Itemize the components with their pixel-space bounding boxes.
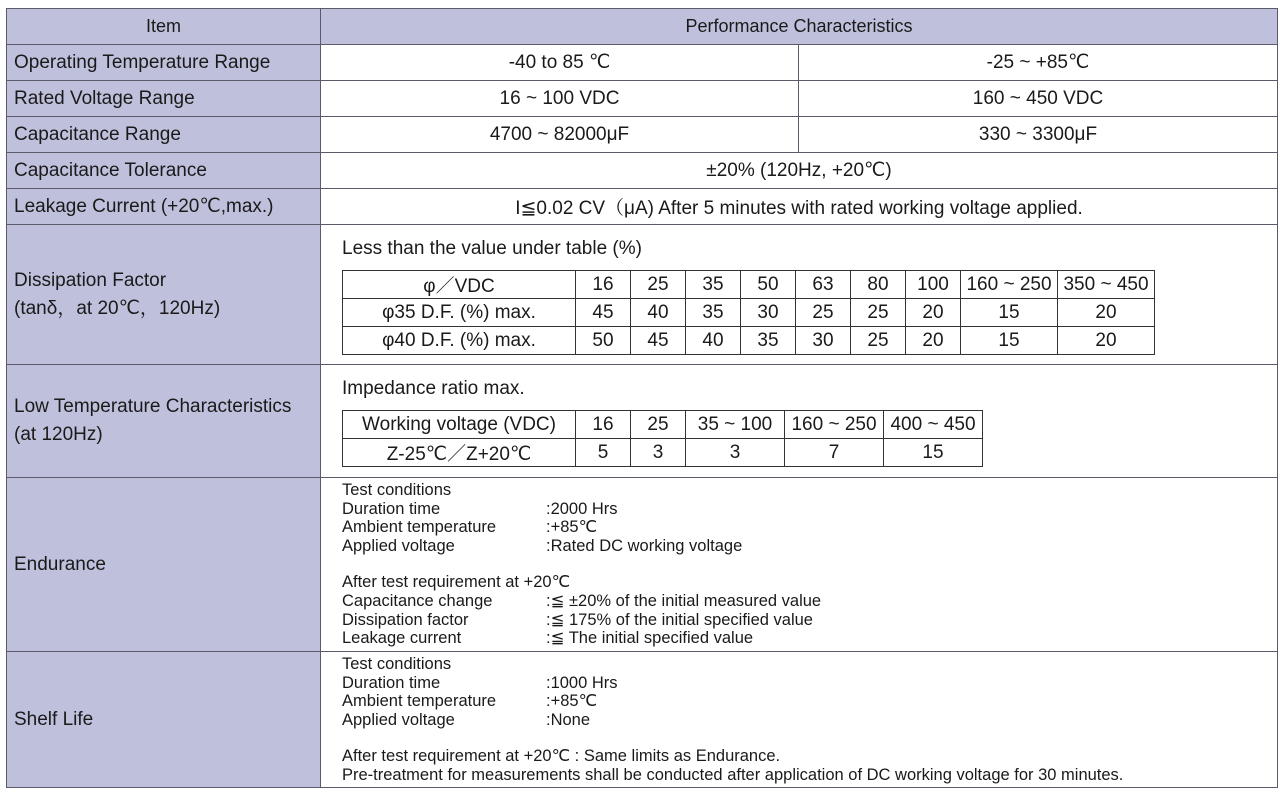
df-r1-c1: 50 — [576, 327, 631, 355]
imp-head-4: 160 ~ 250 — [785, 411, 884, 439]
header-performance: Performance Characteristics — [321, 9, 1278, 45]
df-r0-c4: 30 — [741, 299, 796, 327]
imp-r0-c3: 3 — [686, 439, 785, 467]
label-capacitance-tolerance: Capacitance Tolerance — [7, 153, 321, 189]
endurance-leakage-value: :≦ The initial specified value — [546, 629, 754, 648]
df-r0-c1: 45 — [576, 299, 631, 327]
endurance-ambient-key: Ambient temperature — [342, 518, 497, 537]
shelf-life-content — [321, 652, 1278, 788]
endurance-df-key: Dissipation factor — [342, 610, 469, 629]
label-shelf-life: Shelf Life — [7, 652, 321, 788]
row-endurance — [7, 478, 1278, 652]
shelf-duration-value: :1000 Hrs — [546, 673, 618, 692]
endurance-test-conditions: Test conditions — [342, 481, 452, 499]
df-r1-c5: 30 — [796, 327, 851, 355]
imp-r0-c5: 15 — [884, 439, 983, 467]
impedance-table — [342, 410, 983, 467]
value-rated-voltage-1: 16 ~ 100 VDC — [321, 81, 799, 117]
header-row — [7, 9, 1278, 45]
imp-head-2: 25 — [631, 411, 686, 439]
df-head-7: 100 — [906, 271, 961, 299]
imp-r0-c4: 7 — [785, 439, 884, 467]
impedance-row — [343, 439, 983, 467]
df-head-8: 160 ~ 250 — [961, 271, 1058, 299]
label-endurance: Endurance — [7, 478, 321, 652]
endurance-capacitance-value: :≦ ±20% of the initial measured value — [546, 591, 822, 610]
row-shelf-life — [7, 652, 1278, 788]
df-r0-c0: φ35 D.F. (%) max. — [343, 299, 576, 327]
df-head-4: 50 — [741, 271, 796, 299]
label-low-temperature-line2: (at 120Hz) — [14, 424, 103, 445]
df-head-5: 63 — [796, 271, 851, 299]
label-low-temperature-line1: Low Temperature Characteristics — [14, 396, 292, 417]
imp-r0-c0: Z-25℃／Z+20℃ — [343, 439, 576, 467]
df-r1-c9: 20 — [1058, 327, 1155, 355]
shelf-voltage-key: Applied voltage — [342, 710, 455, 729]
shelf-ambient-value: :+85℃ — [546, 692, 598, 711]
label-dissipation-line2: (tanδ，at 20℃，120Hz) — [14, 297, 221, 319]
label-rated-voltage: Rated Voltage Range — [7, 81, 321, 117]
df-r0-c5: 25 — [796, 299, 851, 327]
imp-head-3: 35 ~ 100 — [686, 411, 785, 439]
shelf-duration-key: Duration time — [342, 673, 441, 692]
value-capacitance-range-2: 330 ~ 3300μF — [799, 117, 1278, 153]
endurance-voltage-value: :Rated DC working voltage — [546, 536, 743, 555]
value-leakage-current: I≦0.02 CV（μA) After 5 minutes with rated working voltage applied. — [321, 189, 1278, 225]
value-operating-temperature-1: -40 to 85 ℃ — [321, 45, 799, 81]
df-r0-c8: 15 — [961, 299, 1058, 327]
dissipation-row-phi35 — [343, 299, 1155, 327]
value-operating-temperature-2: -25 ~ +85℃ — [799, 45, 1278, 81]
shelf-test-conditions: Test conditions — [342, 655, 452, 673]
value-capacitance-range-1: 4700 ~ 82000μF — [321, 117, 799, 153]
imp-head-5: 400 ~ 450 — [884, 411, 983, 439]
df-r1-c8: 15 — [961, 327, 1058, 355]
endurance-duration-key: Duration time — [342, 499, 441, 518]
spec-table — [6, 8, 1278, 788]
shelf-after-test: After test requirement at +20℃ : Same limits as Endurance. — [342, 747, 781, 766]
df-r0-c9: 20 — [1058, 299, 1155, 327]
df-head-6: 80 — [851, 271, 906, 299]
shelf-ambient-key: Ambient temperature — [342, 692, 497, 711]
endurance-ambient-value: :+85℃ — [546, 518, 598, 537]
label-leakage-current: Leakage Current (+20℃,max.) — [7, 189, 321, 225]
dissipation-header-row — [343, 271, 1155, 299]
label-operating-temperature: Operating Temperature Range — [7, 45, 321, 81]
df-r0-c7: 20 — [906, 299, 961, 327]
shelf-pretreatment: Pre-treatment for measurements shall be conducted after application of DC working voltage for 30 minutes. — [342, 765, 1124, 784]
df-r1-c6: 25 — [851, 327, 906, 355]
endurance-voltage-key: Applied voltage — [342, 536, 455, 555]
df-r1-c4: 35 — [741, 327, 796, 355]
dissipation-intro: Less than the value under table (%) — [342, 238, 642, 259]
df-r1-c0: φ40 D.F. (%) max. — [343, 327, 576, 355]
df-r0-c6: 25 — [851, 299, 906, 327]
df-r1-c3: 40 — [686, 327, 741, 355]
df-r0-c2: 40 — [631, 299, 686, 327]
dissipation-row-phi40 — [343, 327, 1155, 355]
value-rated-voltage-2: 160 ~ 450 VDC — [799, 81, 1278, 117]
row-capacitance-tolerance — [7, 153, 1278, 189]
shelf-voltage-value: :None — [546, 710, 591, 729]
label-dissipation-factor — [7, 225, 321, 365]
df-r1-c2: 45 — [631, 327, 686, 355]
label-capacitance-range: Capacitance Range — [7, 117, 321, 153]
label-low-temperature — [7, 365, 321, 478]
row-dissipation-factor — [7, 225, 1278, 365]
df-head-2: 25 — [631, 271, 686, 299]
imp-r0-c2: 3 — [631, 439, 686, 467]
endurance-df-value: :≦ 175% of the initial specified value — [546, 610, 813, 629]
dissipation-table — [342, 270, 1155, 355]
impedance-header-row — [343, 411, 983, 439]
df-head-9: 350 ~ 450 — [1058, 271, 1155, 299]
endurance-leakage-key: Leakage current — [342, 629, 462, 648]
low-temperature-intro: Impedance ratio max. — [342, 378, 525, 399]
header-item: Item — [7, 9, 321, 45]
row-operating-temperature — [7, 45, 1278, 81]
df-r0-c3: 35 — [686, 299, 741, 327]
imp-head-1: 16 — [576, 411, 631, 439]
df-head-3: 35 — [686, 271, 741, 299]
label-dissipation-line1: Dissipation Factor — [14, 269, 167, 291]
endurance-capacitance-key: Capacitance change — [342, 591, 493, 610]
df-head-0: φ／VDC — [343, 271, 576, 299]
row-leakage-current — [7, 189, 1278, 225]
df-r1-c7: 20 — [906, 327, 961, 355]
endurance-content — [321, 478, 1278, 652]
value-capacitance-tolerance: ±20% (120Hz, +20℃) — [321, 153, 1278, 189]
row-capacitance-range — [7, 117, 1278, 153]
endurance-after-test: After test requirement at +20℃ — [342, 573, 571, 592]
low-temperature-content — [321, 365, 1278, 478]
row-rated-voltage — [7, 81, 1278, 117]
row-low-temperature — [7, 365, 1278, 478]
endurance-duration-value: :2000 Hrs — [546, 499, 618, 518]
imp-head-0: Working voltage (VDC) — [343, 411, 576, 439]
imp-r0-c1: 5 — [576, 439, 631, 467]
df-head-1: 16 — [576, 271, 631, 299]
dissipation-content — [321, 225, 1278, 365]
